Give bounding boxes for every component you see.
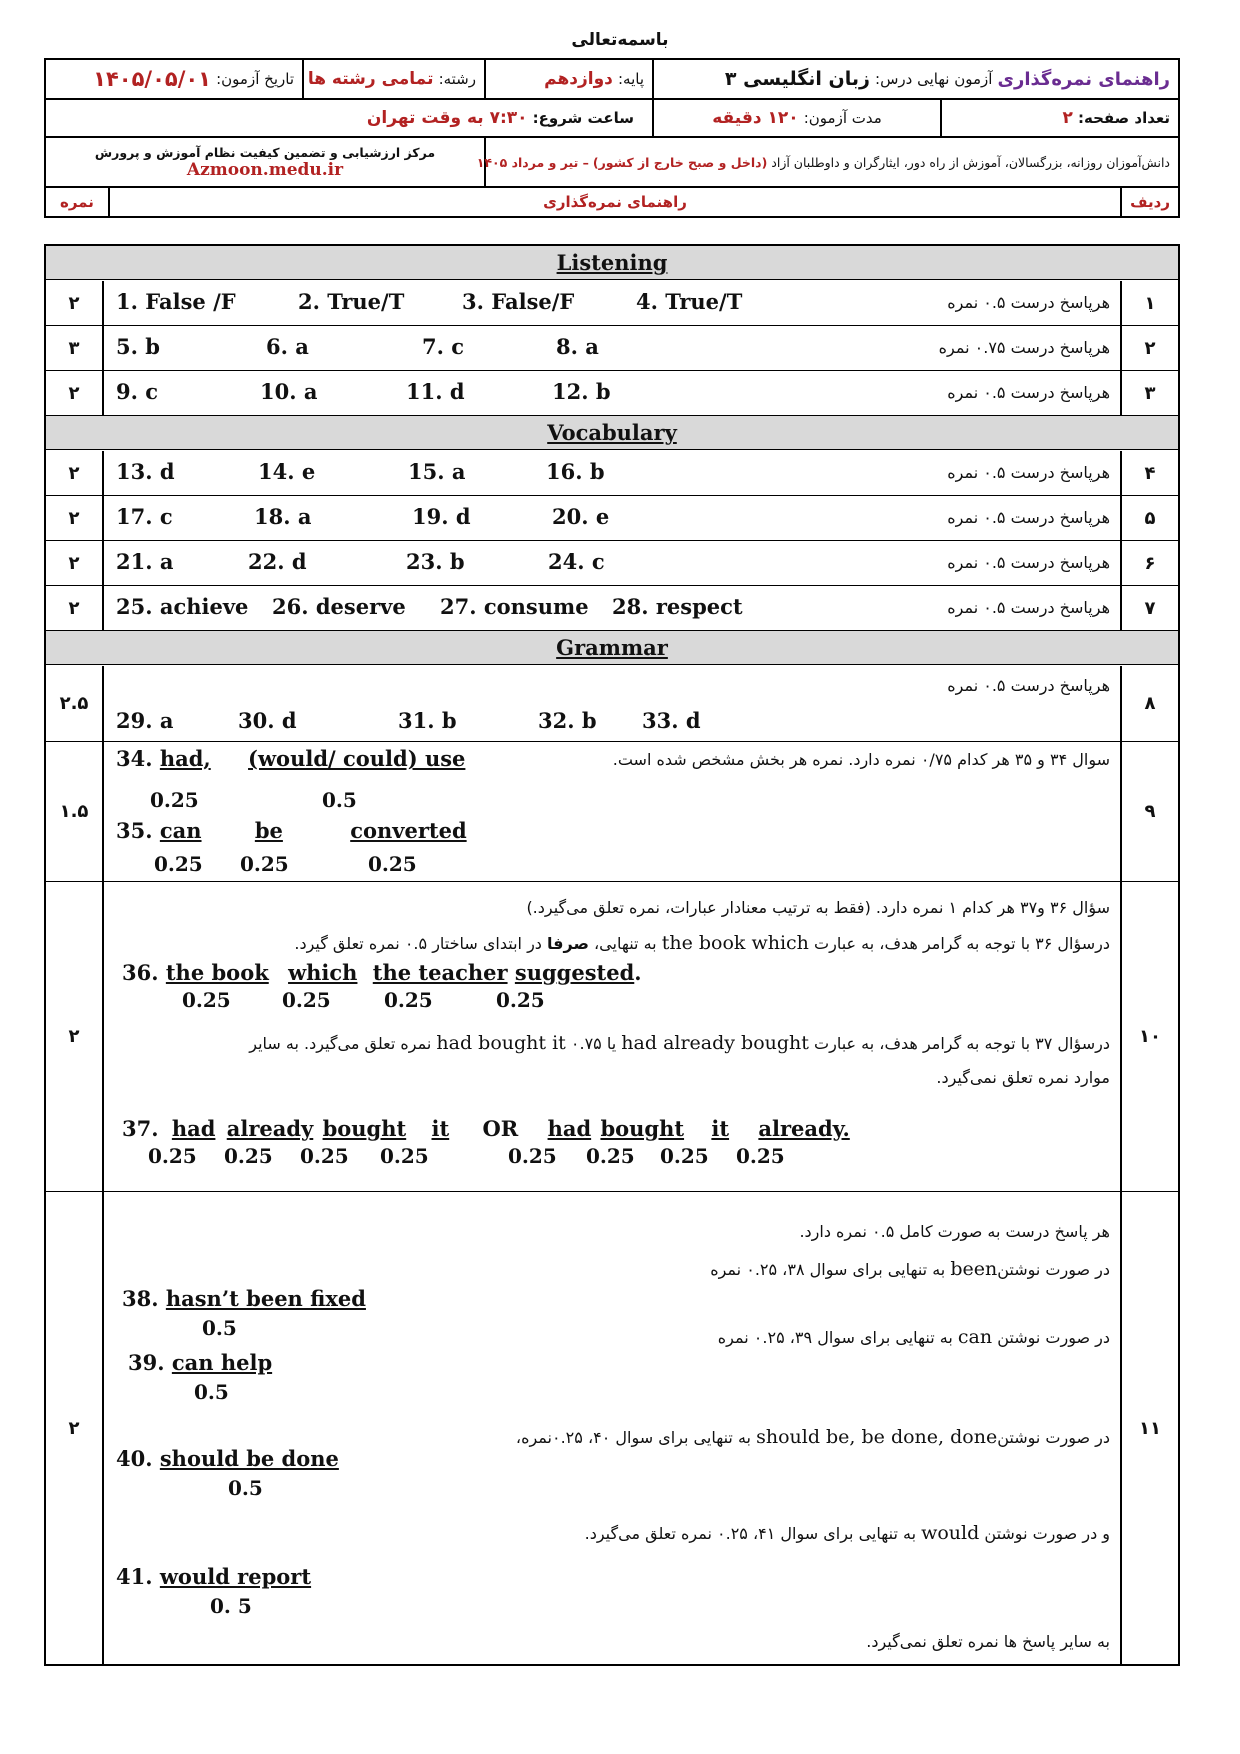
q38-note-a: در صورت نوشتن [997,1260,1110,1279]
q41-note-b: به تنهایی برای سوال ۴۱، ۰.۲۵ نمره تعلق می‌گیرد. [584,1524,917,1543]
row-score: ۲ [46,1192,104,1664]
answer-29: 29. a [116,708,174,733]
answer-4: 4. True/T [636,289,743,314]
table-row [46,541,1178,586]
row-score: ۲.۵ [46,666,104,741]
answer-17: 17. c [116,504,173,529]
q37-alt-part-4: already. [758,1116,850,1141]
q35-points-2: 0.25 [240,852,289,876]
grade-label: پایه: [617,70,644,88]
q38-points: 0.5 [202,1316,237,1340]
q37-or: OR [482,1116,519,1141]
table-row [46,586,1178,631]
col-row-head [1120,188,1178,216]
audience-cell [476,138,1178,186]
answer-41 [116,1564,311,1589]
grade-value: دوازدهم [544,69,613,89]
guide-title: راهنمای نمره‌گذاری [997,68,1170,90]
q38-41-note: هر پاسخ درست به صورت کامل ۰.۵ نمره دارد. [799,1222,1110,1241]
row-number: ۳ [1120,371,1178,415]
pages-label: تعداد صفحه: [1077,109,1170,127]
row-number: ۱۰ [1120,882,1178,1191]
field-value: تمامی رشته ها [307,69,434,89]
start-time-cell [46,100,652,136]
start-time-value: ۷:۳۰ به وقت تهران [366,108,528,128]
row-score: ۲ [46,882,104,1191]
field-label: رشته: [438,70,476,88]
answer-3: 3. False/F [462,289,575,314]
q37-note-b: ۰.۷۵ نمره تعلق می‌گیرد. به سایر [249,1034,602,1053]
section-listening: Listening [46,246,1178,280]
answer-40 [116,1446,339,1471]
answer-28: 28. respect [612,594,743,619]
date-value: ۱۴۰۵/۰۵/۰۱ [93,67,212,91]
site-link[interactable]: Azmoon.medu.ir [186,159,344,180]
answer-table [44,244,1180,1666]
row-number: ۲ [1120,326,1178,370]
q37-points-2: 0.25 [224,1144,273,1168]
col-score-label: نمره [59,193,94,211]
q37-alt-part-3: it [711,1116,730,1141]
answer-34 [116,746,465,771]
q37-note-cont: موارد نمره تعلق نمی‌گیرد. [936,1068,1110,1087]
answer-21: 21. a [116,549,174,574]
q37-note [249,1032,1110,1054]
pages-value: ۲ [1062,108,1073,128]
q36-number: 36. [122,960,159,985]
q40-note-en: should be, be done, done [756,1426,998,1448]
q39-answer: can help [171,1350,273,1375]
header-row-3 [44,136,1180,188]
col-guide-label: راهنمای نمره‌گذاری [543,193,687,211]
q36-part-1: the book [165,960,269,985]
duration-cell [652,100,940,136]
q36-37-note: سؤال ۳۶ و۳۷ هر کدام ۱ نمره دارد. (فقط به ترتیب معنادار عبارات، نمره تعلق می‌گیرد.) [526,898,1110,917]
q36-points-3: 0.25 [384,988,433,1012]
q35-points-3: 0.25 [368,852,417,876]
header-row-1 [44,58,1180,100]
row-note: هرپاسخ درست ۰.۵ نمره [947,598,1110,617]
q38-note-b: به تنهایی برای سوال ۳۸، ۰.۲۵ نمره [710,1260,946,1279]
q34-part-1: had, [159,746,211,771]
q40-number: 40. [116,1446,153,1471]
q37-points-8: 0.25 [736,1144,785,1168]
row-number: ۹ [1120,742,1178,881]
answer-20: 20. e [552,504,610,529]
q39-points: 0.5 [194,1380,229,1404]
audience-term: – تیر و مرداد ۱۴۰۵ [476,154,589,170]
answer-36: 36. the book which the teacher suggested. [122,960,642,985]
q39-note-b: به تنهایی برای سوال ۳۹، ۰.۲۵ نمره [717,1328,953,1347]
answer-31: 31. b [398,708,457,733]
row-score: ۲ [46,451,104,495]
q37-alt-part-1: had [547,1116,592,1141]
answer-37 [122,1116,850,1141]
answer-24: 24. c [548,549,605,574]
q40-answer: should be done [159,1446,339,1471]
col-score-head [46,188,108,216]
answer-18: 18. a [254,504,312,529]
table-row [46,882,1178,1192]
q37-part-2: already [226,1116,314,1141]
q37-part-1: had [171,1116,216,1141]
row-number: ۱۱ [1120,1192,1178,1664]
answer-23: 23. b [406,549,465,574]
start-time-label: ساعت شروع: [532,109,634,127]
q39-number: 39. [128,1350,165,1375]
row-note: هرپاسخ درست ۰.۵ نمره [947,463,1110,482]
date-label: تاریخ آزمون: [216,70,294,88]
audience-scope: (داخل و صبح خارج از کشور) [592,154,768,170]
row-note: هرپاسخ درست ۰.۷۵ نمره [938,338,1110,357]
col-guide-head [108,188,1120,216]
bismillah-heading: باسمه‌تعالی [571,30,669,50]
q39-note-a: در صورت نوشتن [997,1328,1110,1347]
q37-points-7: 0.25 [660,1144,709,1168]
q37-note-or: یا [606,1034,617,1053]
q37-note-a: درسؤال ۳۷ با توجه به گرامر هدف، به عبارت [814,1034,1110,1053]
row-score: ۲ [46,496,104,540]
q34-points-2: 0.5 [322,788,357,812]
row-note: هرپاسخ درست ۰.۵ نمره [947,676,1110,695]
answer-2: 2. True/T [298,289,405,314]
q37-part-4: it [431,1116,450,1141]
answer-14: 14. e [258,459,316,484]
answer-5: 5. b [116,334,160,359]
q35-points-1: 0.25 [154,852,203,876]
course-name: زبان انگلیسی ۳ [724,68,870,90]
table-row [46,326,1178,371]
grade-cell [484,60,652,98]
row-score: ۱.۵ [46,742,104,881]
header-row-2 [44,98,1180,138]
q35-part-3: converted [350,818,467,843]
row-number: ۸ [1120,666,1178,741]
exam-label: آزمون نهایی درس: [875,70,993,88]
table-row [46,1192,1178,1664]
row-number: ۷ [1120,586,1178,630]
q37-points-6: 0.25 [586,1144,635,1168]
q36-note-c: در ابتدای ساختار ۰.۵ نمره تعلق گیرد. [294,934,542,953]
q38-note [710,1258,1110,1280]
q36-note-en: the book which [661,932,809,954]
q39-note-en: can [957,1326,993,1348]
q36-note [294,932,1110,954]
q37-part-3: bought [322,1116,407,1141]
answer-38 [122,1286,366,1311]
q36-points-1: 0.25 [182,988,231,1012]
q40-points: 0.5 [228,1476,263,1500]
section-vocabulary: Vocabulary [46,416,1178,450]
answer-32: 32. b [538,708,597,733]
row-score: ۲ [46,371,104,415]
org-name: مرکز ارزشیابی و تضمین کیفیت نظام آموزش و پرورش [94,144,436,160]
row-score: ۲ [46,281,104,325]
q38-note-en: been [950,1258,998,1280]
section-grammar: Grammar [46,631,1178,665]
row-note: هرپاسخ درست ۰.۵ نمره [947,383,1110,402]
answer-1: 1. False /F [116,289,236,314]
table-row [46,496,1178,541]
row-number: ۵ [1120,496,1178,540]
audience-text: دانش‌آموزان روزانه، بزرگسالان، آموزش از راه دور، ایثارگران و داوطلبان آزاد [771,154,1170,170]
org-cell [46,138,484,186]
q41-answer: would report [159,1564,312,1589]
answer-7: 7. c [422,334,465,359]
answer-6: 6. a [266,334,309,359]
q37-points-5: 0.25 [508,1144,557,1168]
q35-part-2: be [254,818,283,843]
pages-cell [940,100,1178,136]
answer-19: 19. d [412,504,471,529]
q40-note-b: به تنهایی برای سوال ۴۰، ۰.۲۵نمره، [515,1428,751,1447]
table-row [46,666,1178,742]
answer-26: 26. deserve [272,594,406,619]
row-note: هرپاسخ درست ۰.۵ نمره [947,508,1110,527]
q41-note-a: و در صورت نوشتن [984,1524,1110,1543]
row-score: ۲ [46,541,104,585]
answer-25: 25. achieve [116,594,249,619]
field-cell [302,60,484,98]
table-row [46,742,1178,882]
duration-label: مدت آزمون: [803,109,882,127]
answer-35 [116,818,467,843]
duration-value: ۱۲۰ دقیقه [712,108,799,128]
exam-title-cell [652,60,1178,98]
q36-note-bold: صرفا [547,934,589,953]
q39-note [718,1326,1110,1348]
q38-answer: hasn’t been fixed [165,1286,366,1311]
answer-8: 8. a [556,334,599,359]
table-row [46,281,1178,326]
q34-points-1: 0.25 [150,788,199,812]
row-note: هرپاسخ درست ۰.۵ نمره [947,293,1110,312]
q41-points: 0. 5 [210,1594,252,1618]
date-cell [46,60,302,98]
answer-10: 10. a [260,379,318,404]
answer-9: 9. c [116,379,159,404]
answer-27: 27. consume [440,594,589,619]
q37-alt-part-2: bought [600,1116,685,1141]
answer-12: 12. b [552,379,611,404]
q37-note-en-2: had bought it [436,1032,566,1054]
answer-30: 30. d [238,708,297,733]
col-row-label: ردیف [1130,193,1170,211]
q36-note-a: درسؤال ۳۶ با توجه به گرامر هدف، به عبارت [814,934,1110,953]
other-answers-note: به سایر پاسخ ها نمره تعلق نمی‌گیرد. [866,1632,1110,1651]
q34-number: 34. [116,746,153,771]
row-number: ۶ [1120,541,1178,585]
answer-33: 33. d [642,708,701,733]
q37-points-3: 0.25 [300,1144,349,1168]
q36-part-2: which [288,960,358,985]
q41-note [585,1522,1110,1544]
q35-number: 35. [116,818,153,843]
q37-number: 37. [122,1116,159,1141]
answer-22: 22. d [248,549,307,574]
q38-number: 38. [122,1286,159,1311]
q35-part-1: can [159,818,202,843]
q36-note-b: به تنهایی، [594,934,657,953]
q36-points-2: 0.25 [282,988,331,1012]
q36-points-4: 0.25 [496,988,545,1012]
q36-part-4: suggested [514,960,635,985]
column-header-row [44,186,1180,218]
q36-part-3: the teacher [372,960,508,985]
row-note: هرپاسخ درست ۰.۵ نمره [947,553,1110,572]
q37-points-1: 0.25 [148,1144,197,1168]
answer-39 [128,1350,272,1375]
q34-part-2: (would/ could) use [248,746,466,771]
answer-11: 11. d [406,379,465,404]
q40-note [516,1426,1110,1448]
answer-16: 16. b [546,459,605,484]
row-score: ۳ [46,326,104,370]
row-score: ۲ [46,586,104,630]
q41-note-en: would [921,1522,980,1544]
row-number: ۴ [1120,451,1178,495]
q37-note-en-1: had already bought [621,1032,809,1054]
answer-13: 13. d [116,459,175,484]
row-number: ۱ [1120,281,1178,325]
table-row [46,451,1178,496]
table-row [46,371,1178,416]
row-note: سوال ۳۴ و ۳۵ هر کدام ۰/۷۵ نمره دارد. نمره هر بخش مشخص شده است. [612,750,1110,769]
q37-points-4: 0.25 [380,1144,429,1168]
q41-number: 41. [116,1564,153,1589]
answer-15: 15. a [408,459,466,484]
q40-note-a: در صورت نوشتن [997,1428,1110,1447]
